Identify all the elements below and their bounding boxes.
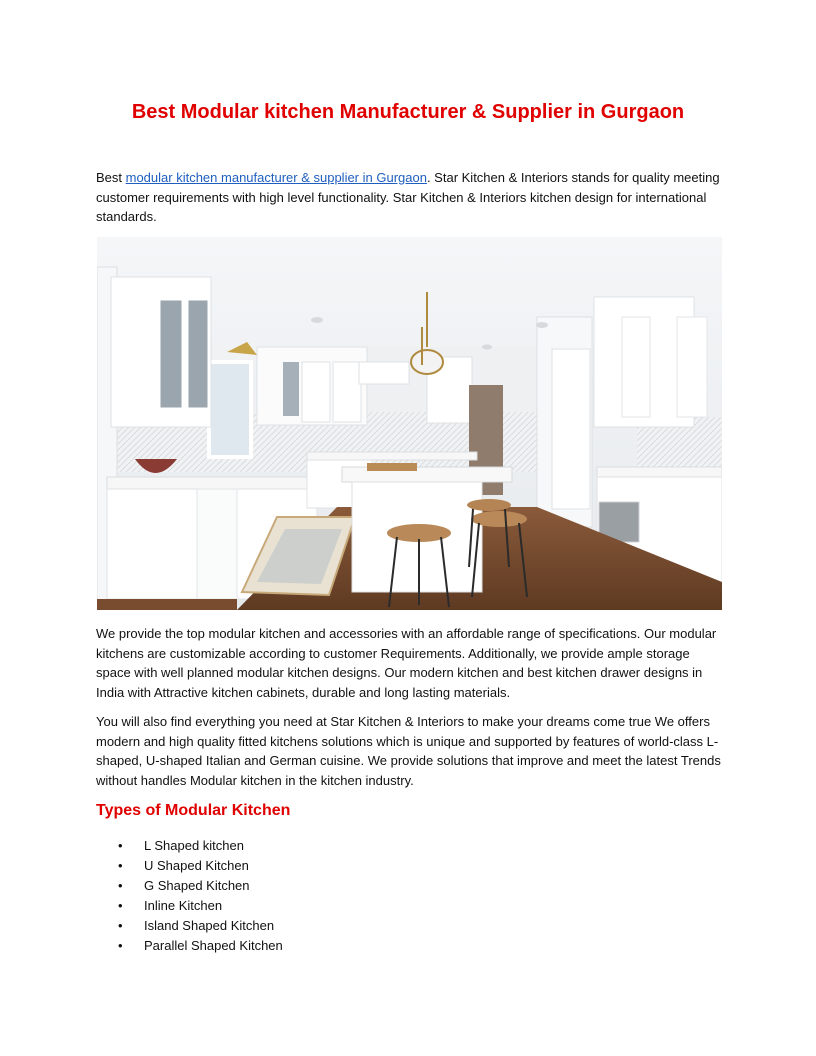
list-item-label: Island Shaped Kitchen [144,918,275,933]
list-item [96,916,283,936]
list-item [96,876,283,896]
bullet-icon: • [118,878,123,893]
kitchen-types-list [96,836,283,956]
page-title: Best Modular kitchen Manufacturer & Supplier in Gurgaon [131,101,685,123]
list-item-label: Inline Kitchen [144,898,223,913]
solutions-paragraph: You will also find everything you need at Star Kitchen & Interiors to make your dreams come true We offers modern and high quality fitted kitchens solutions which is unique and supported by features of world-class L-shaped, U-shaped Italian and German cuisine. We provide solutions that improve and meet the latest Trends without handles Modular kitchen in the kitchen industry. [96,714,721,788]
list-item-label: U Shaped Kitchen [144,858,249,873]
kitchen-illustration [97,237,722,610]
list-item-label: L Shaped kitchen [144,838,244,853]
intro-prefix: Best [96,170,126,185]
bullet-icon: • [118,838,123,853]
list-item [96,896,283,916]
list-item [96,836,283,856]
list-item [96,936,283,956]
list-item-label: Parallel Shaped Kitchen [144,938,283,953]
intro-paragraph [96,168,722,227]
section-heading: Types of Modular Kitchen [96,802,291,819]
bullet-icon: • [118,858,123,873]
intro-suffix: . Star Kitchen & Interiors stands for quality meeting customer requirements with high level functionality. Star Kitchen & Interiors kitchen design for international standards. [96,170,720,224]
bullet-icon: • [118,898,123,913]
list-item-label: G Shaped Kitchen [144,878,250,893]
kitchen-photo [97,237,722,610]
services-paragraph: We provide the top modular kitchen and accessories with an affordable range of specifications. Our modular kitchens are customizable according to customer Requirements. Additionally, we provide ample storage space with well planned modular kitchen designs. Our modern kitchen and best kitchen drawer designs in India with Attractive kitchen cabinets, durable and long lasting materials. [96,626,717,700]
bullet-icon: • [118,918,123,933]
modular-kitchen-link[interactable]: modular kitchen manufacturer & supplier in Gurgaon [125,170,427,185]
list-item [96,856,283,876]
bullet-icon: • [118,938,123,953]
